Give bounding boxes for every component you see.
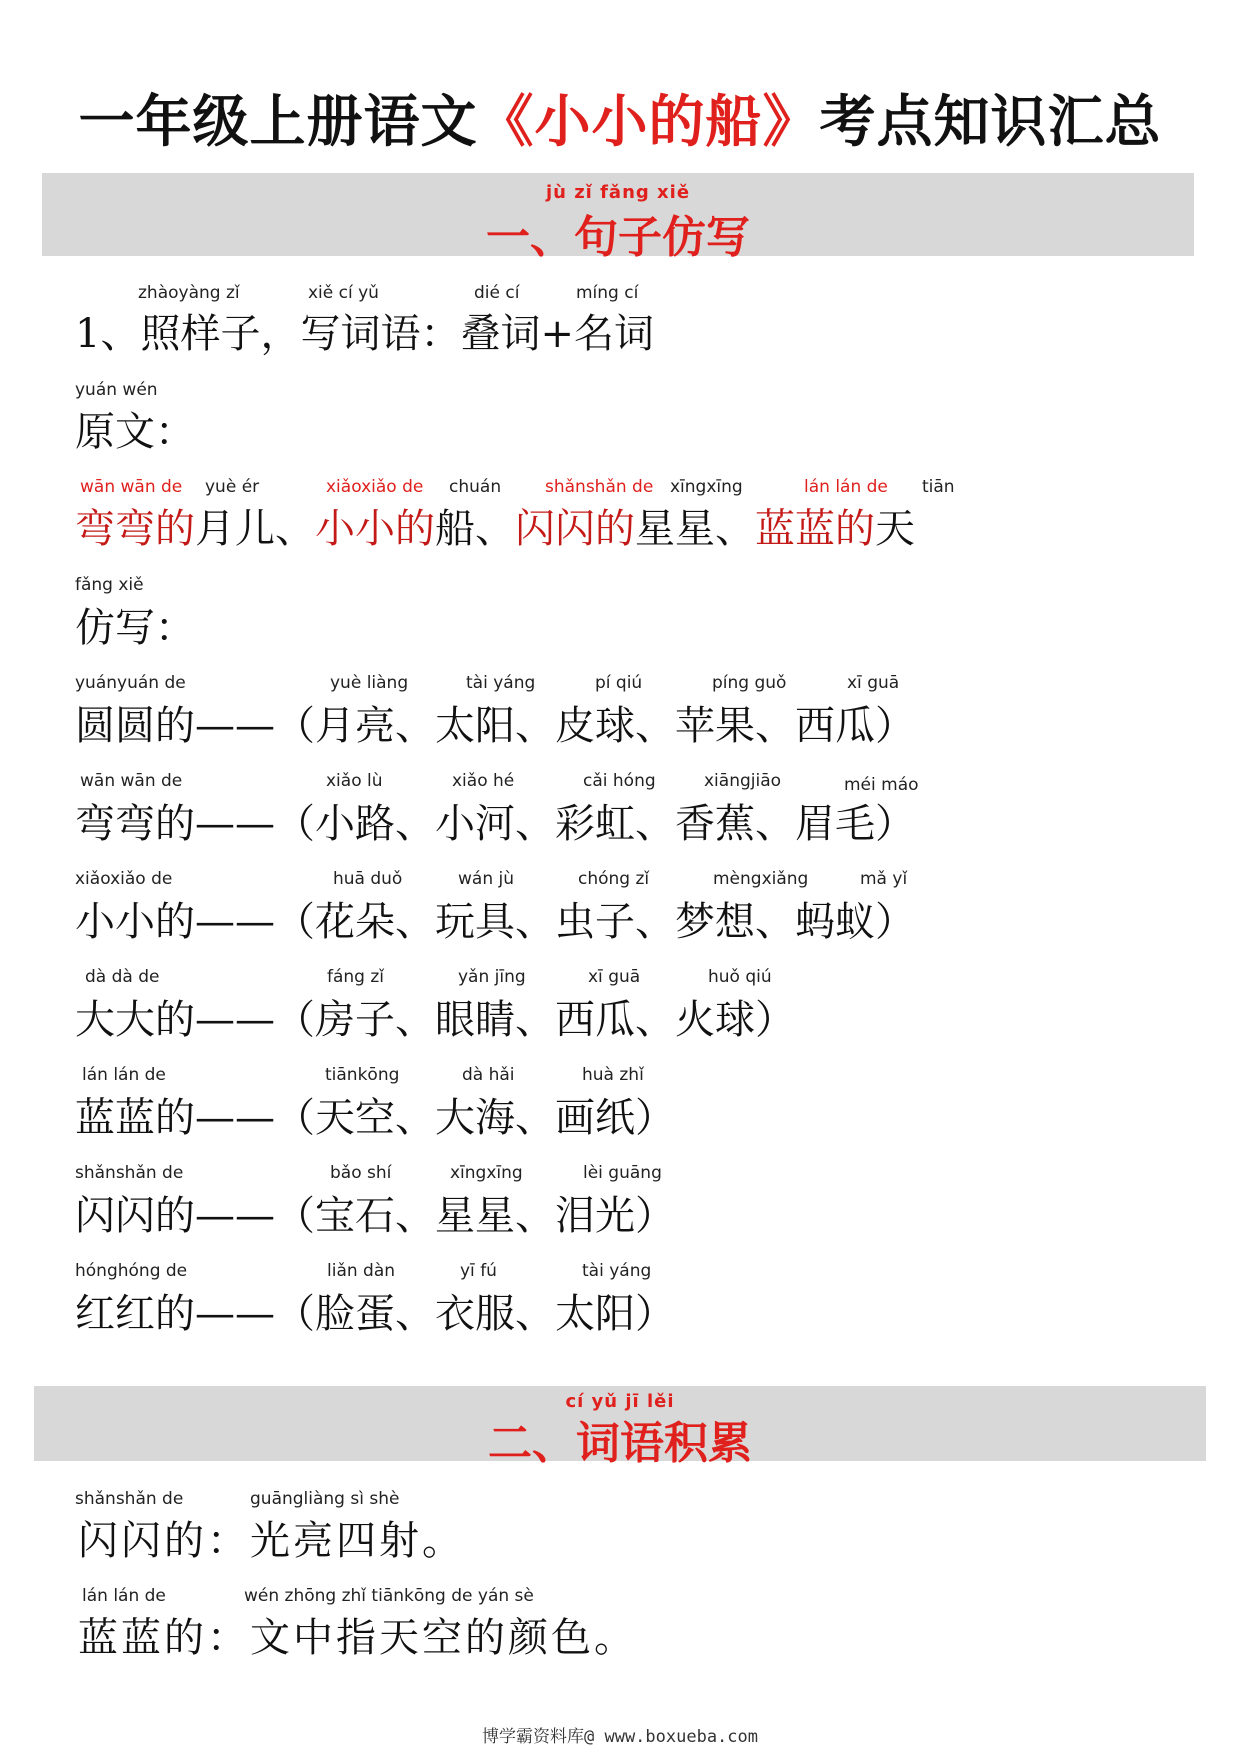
title-prefix: 一年级上册语文: [78, 90, 478, 155]
pinyin-text: méi máo: [844, 775, 919, 795]
pinyin-text: pí qiú: [595, 673, 643, 693]
pinyin-text: fáng zǐ: [327, 967, 385, 987]
pinyin-text: xīngxīng: [670, 477, 743, 497]
pinyin-text: xiǎo hé: [452, 771, 515, 791]
vocab-row: 蓝蓝的：文中指天空的颜色。: [78, 1615, 637, 1661]
section-2-header: [34, 1386, 1206, 1469]
pinyin-text: xīngxīng: [450, 1163, 523, 1183]
q1-prompt: 1、照样子，写词语：叠词+名词: [75, 311, 654, 357]
pinyin-text: mèngxiǎng: [713, 869, 809, 889]
sentence-part-red: 弯弯的: [75, 506, 195, 552]
pinyin-text: lèi guāng: [583, 1163, 662, 1183]
sentence-part: 月儿、: [195, 506, 315, 552]
section-2-heading: 二、词语积累: [488, 1418, 752, 1469]
pinyin-text: tiān: [922, 477, 955, 497]
imitation-row: 弯弯的——（小路、小河、彩虹、香蕉、眉毛）: [75, 801, 915, 847]
title-highlight: 《小小的船》: [477, 90, 820, 155]
pinyin-text: míng cí: [576, 283, 639, 303]
original-label: 原文：: [75, 409, 195, 455]
pinyin-text: shǎnshǎn de: [75, 1163, 184, 1183]
pinyin-text: shǎnshǎn de: [545, 477, 654, 497]
pinyin-text: guāngliàng sì shè: [250, 1489, 400, 1509]
pinyin-text: wén zhōng zhǐ tiānkōng de yán sè: [244, 1586, 534, 1606]
imitation-row-pinyin: [0, 673, 1240, 695]
imitation-row-pinyin: [0, 967, 1240, 989]
imitation-row: 红红的——（脸蛋、衣服、太阳）: [75, 1291, 675, 1337]
pinyin-text: huā duǒ: [333, 869, 403, 889]
sentence-part-red: 闪闪的: [515, 506, 635, 552]
sentence-part: 天: [875, 506, 915, 552]
sentence-part-red: 蓝蓝的: [755, 506, 875, 552]
title-suffix: 考点知识汇总: [819, 90, 1162, 155]
pinyin-text: dà hǎi: [462, 1065, 515, 1085]
imitation-row: 闪闪的——（宝石、星星、泪光）: [75, 1193, 675, 1239]
imitation-row: 蓝蓝的——（天空、大海、画纸）: [75, 1095, 675, 1141]
section-1-pinyin: jù zǐ fǎng xiě: [545, 182, 691, 203]
pinyin-text: shǎnshǎn de: [75, 1489, 184, 1509]
pinyin-text: xiǎo lù: [326, 771, 383, 791]
original-sentence-pinyin: [0, 477, 1240, 499]
pinyin-text: mǎ yǐ: [860, 869, 908, 889]
imitation-row-pinyin: [0, 1163, 1240, 1185]
pinyin-text: chuán: [449, 477, 502, 497]
pinyin-text: yuán wén: [75, 380, 158, 400]
pinyin-text: chóng zǐ: [578, 869, 650, 889]
imitation-row: 大大的——（房子、眼睛、西瓜、火球）: [75, 997, 795, 1043]
pinyin-text: xī guā: [588, 967, 641, 987]
pinyin-text: yuè ér: [205, 477, 260, 497]
pinyin-text: yī fú: [460, 1261, 497, 1281]
pinyin-text: wān wān de: [80, 771, 183, 791]
pinyin-text: xiě cí yǔ: [308, 283, 379, 303]
page-title: [0, 78, 1240, 158]
section-2-pinyin: cí yǔ jī lěi: [565, 1391, 675, 1412]
imitation-row: 小小的——（花朵、玩具、虫子、梦想、蚂蚁）: [75, 899, 915, 945]
pinyin-text: yuè liàng: [330, 673, 409, 693]
pinyin-text: liǎn dàn: [327, 1261, 396, 1281]
pinyin-text: huà zhǐ: [582, 1065, 644, 1085]
pinyin-text: cǎi hóng: [583, 771, 656, 791]
section-1-header: [42, 173, 1194, 263]
pinyin-text: tài yáng: [582, 1261, 652, 1281]
pinyin-text: dà dà de: [85, 967, 160, 987]
pinyin-text: píng guǒ: [712, 673, 787, 693]
pinyin-text: lán lán de: [804, 477, 888, 497]
sentence-part: 船、: [435, 506, 515, 552]
sentence-part: 星星、: [635, 506, 755, 552]
original-label-pinyin: [0, 380, 400, 402]
footer-watermark: 博学霸资料库@ www.boxueba.com: [482, 1727, 758, 1747]
vocab-row-pinyin: [0, 1489, 1240, 1511]
pinyin-text: wān wān de: [80, 477, 183, 497]
pinyin-text: lán lán de: [82, 1586, 166, 1606]
pinyin-text: huǒ qiú: [708, 967, 772, 987]
pinyin-text: yǎn jīng: [458, 967, 526, 987]
pinyin-text: xiǎoxiǎo de: [326, 477, 424, 497]
pinyin-text: xiāngjiāo: [704, 771, 782, 791]
pinyin-text: wán jù: [458, 869, 514, 889]
pinyin-text: xiǎoxiǎo de: [75, 869, 173, 889]
vocab-row-pinyin: [0, 1586, 1240, 1608]
original-sentence: [75, 497, 915, 554]
pinyin-text: tiānkōng: [325, 1065, 400, 1085]
imitation-row-pinyin: [0, 771, 1240, 793]
imitation-row: 圆圆的——（月亮、太阳、皮球、苹果、西瓜）: [75, 703, 915, 749]
pinyin-text: xī guā: [847, 673, 900, 693]
pinyin-text: lán lán de: [82, 1065, 166, 1085]
pinyin-text: fǎng xiě: [75, 575, 144, 595]
pinyin-text: hónghóng de: [75, 1261, 188, 1281]
imitate-label: 仿写：: [75, 605, 195, 651]
vocab-row: 闪闪的：光亮四射。: [78, 1518, 465, 1564]
imitation-row-pinyin: [0, 1065, 1240, 1087]
pinyin-text: bǎo shí: [330, 1163, 392, 1183]
imitate-label-pinyin: [0, 575, 400, 597]
pinyin-text: zhàoyàng zǐ: [138, 283, 240, 303]
pinyin-text: tài yáng: [466, 673, 536, 693]
imitation-row-pinyin: [0, 1261, 1240, 1283]
section-1-heading: 一、句子仿写: [486, 212, 750, 263]
sentence-part-red: 小小的: [315, 506, 435, 552]
pinyin-text: dié cí: [474, 283, 520, 303]
pinyin-text: yuányuán de: [75, 673, 186, 693]
imitation-row-pinyin: [0, 869, 1240, 891]
